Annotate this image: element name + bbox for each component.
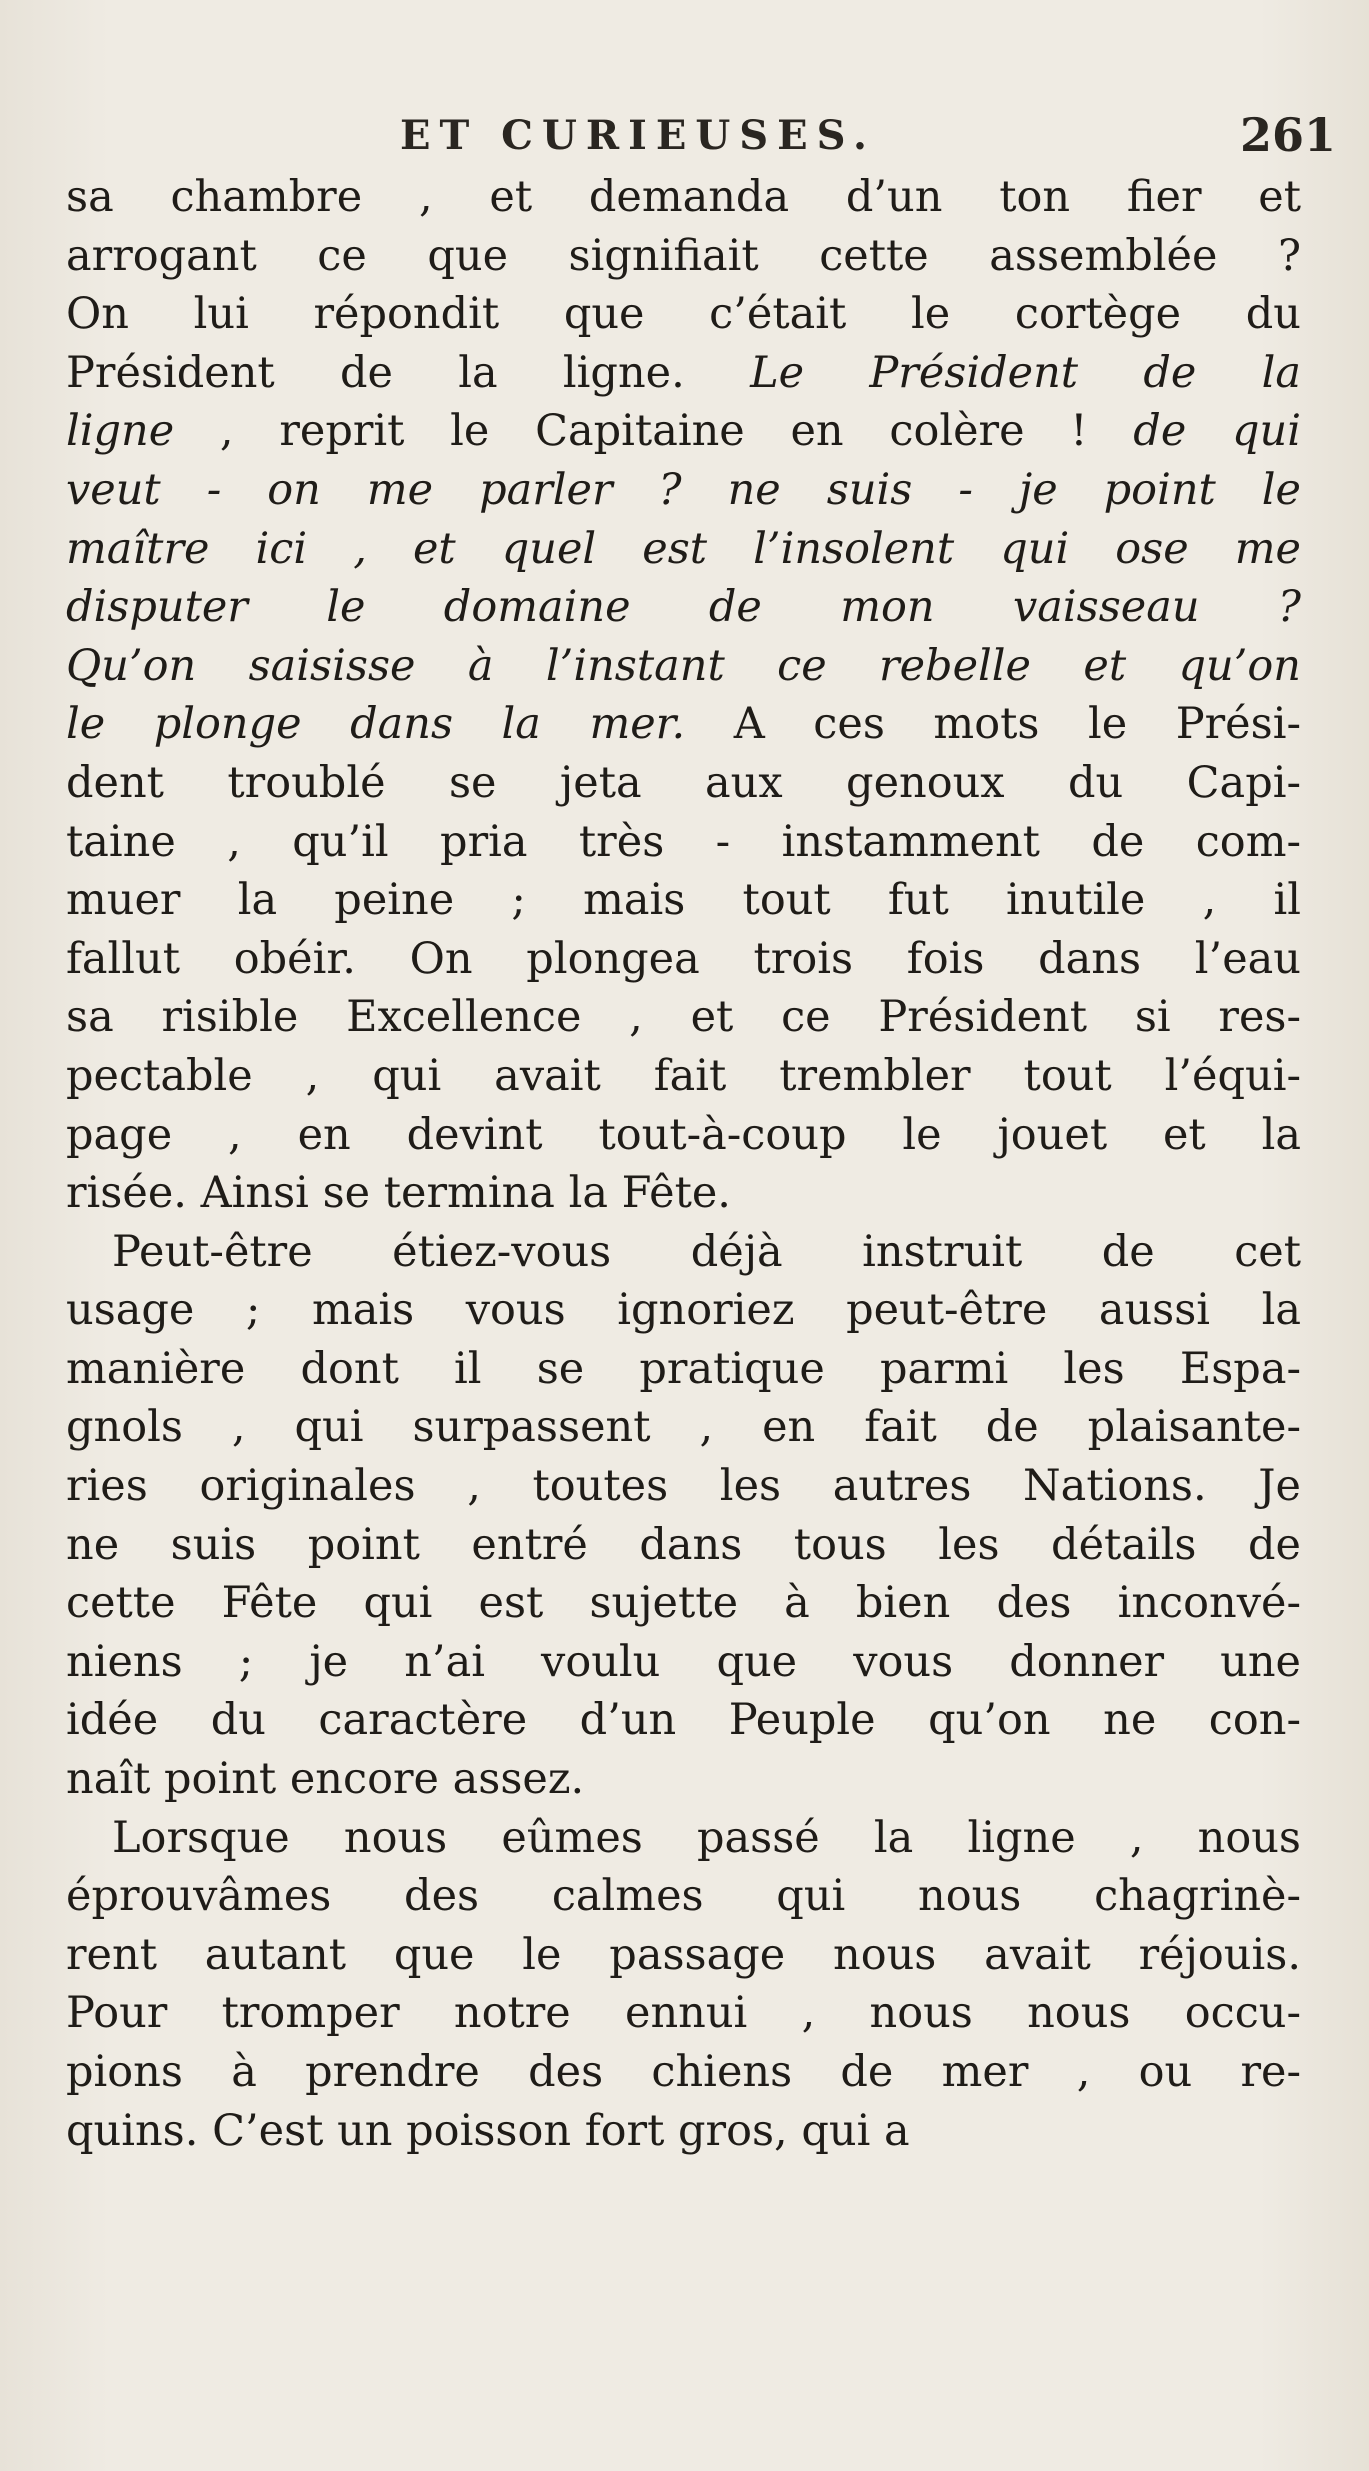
text-span: ries originales , toutes les autres Nations. Je [66,1461,1301,1512]
text-line [66,227,1301,286]
text-span: taine , qu’il pria très - instamment de com- [66,816,1301,867]
text-line [66,695,1301,754]
text-span: niens ; je n’ai voulu que vous donner une [66,1636,1301,1687]
text-line [66,168,1301,227]
text-line [66,1164,1301,1223]
text-line [66,520,1301,579]
italic-text: Qu’on saisisse à l’instant ce rebelle et qu’on [66,640,1301,691]
text-span: arrogant ce que signifiait cette assemblée ? [66,230,1301,281]
running-head: ET CURIEUSES. [400,112,876,159]
text-line [66,2102,1301,2161]
text-span: pectable , qui avait fait trembler tout l’équi- [66,1050,1301,1101]
text-span: ne suis point entré dans tous les détails de [66,1519,1301,1570]
text-line [66,637,1301,696]
text-line [66,1926,1301,1985]
text-line [66,1867,1301,1926]
text-line [66,1984,1301,2043]
text-line [66,871,1301,930]
text-span: Peut-être étiez-vous déjà instruit de cet [112,1226,1301,1277]
text-span: manière dont il se pratique parmi les Espa- [66,1343,1301,1394]
text-line [66,930,1301,989]
text-line [66,2043,1301,2102]
text-span: risée. Ainsi se termina la Fête. [66,1168,731,1219]
text-span: Pour tromper notre ennui , nous nous occu- [66,1988,1301,2039]
text-span: muer la peine ; mais tout fut inutile , il [66,875,1301,926]
italic-text: veut - on me parler ? ne suis - je point le [66,464,1301,515]
text-line [66,461,1301,520]
text-span: quins. C’est un poisson fort gros, qui a [66,2105,910,2156]
text-line [66,344,1301,403]
text-span: éprouvâmes des calmes qui nous chagrinè- [66,1871,1301,1922]
page-number: 261 [1240,108,1337,162]
text-line [66,402,1301,461]
text-line [66,1398,1301,1457]
text-span: idée du caractère d’un Peuple qu’on ne con- [66,1695,1301,1746]
italic-text: disputer le domaine de mon vaisseau ? [66,582,1301,633]
text-line [66,1340,1301,1399]
text-line [66,1281,1301,1340]
text-line [66,988,1301,1047]
text-line [66,1633,1301,1692]
italic-text: ligne [66,406,175,457]
text-line [66,1047,1301,1106]
text-line [66,1750,1301,1809]
italic-text: de qui [1133,406,1301,457]
italic-text: maître ici , et quel est l’insolent qui ose me [66,523,1301,574]
text-line [66,1691,1301,1750]
italic-text: le plonge dans la mer. [66,699,686,750]
body-text [66,168,1301,2160]
italic-text: Le Président de la [750,347,1301,398]
text-span: naît point encore assez. [66,1754,585,1805]
text-span: page , en devint tout-à-coup le jouet et la [66,1109,1301,1160]
text-line [66,1516,1301,1575]
text-line [66,1106,1301,1165]
text-line [66,813,1301,872]
text-span: sa risible Excellence , et ce Président si res- [66,992,1301,1043]
text-line [66,1223,1301,1282]
text-span: dent troublé se jeta aux genoux du Capi- [66,757,1301,808]
text-span: cette Fête qui est sujette à bien des inconvé- [66,1578,1301,1629]
text-span: gnols , qui surpassent , en fait de plaisante- [66,1402,1301,1453]
text-span: fallut obéir. On plongea trois fois dans l’eau [66,933,1301,984]
text-line [66,754,1301,813]
text-span: usage ; mais vous ignoriez peut-être aussi la [66,1285,1301,1336]
text-line [66,1457,1301,1516]
text-span: Président de la ligne. [66,347,751,398]
text-line [66,1574,1301,1633]
text-span: , reprit le Capitaine en colère ! [174,406,1134,457]
text-span: sa chambre , et demanda d’un ton fier et [66,172,1301,222]
text-span: Lorsque nous eûmes passé la ligne , nous [112,1812,1301,1863]
text-span: pions à prendre des chiens de mer , ou re- [66,2047,1301,2097]
text-span: A ces mots le Prési- [685,699,1301,750]
text-span: rent autant que le passage nous avait réjouis. [66,1929,1301,1980]
text-span: On lui répondit que c’était le cortège du [66,289,1301,340]
text-line [66,1809,1301,1868]
text-line [66,285,1301,344]
text-line [66,578,1301,637]
page-header [0,108,1369,172]
